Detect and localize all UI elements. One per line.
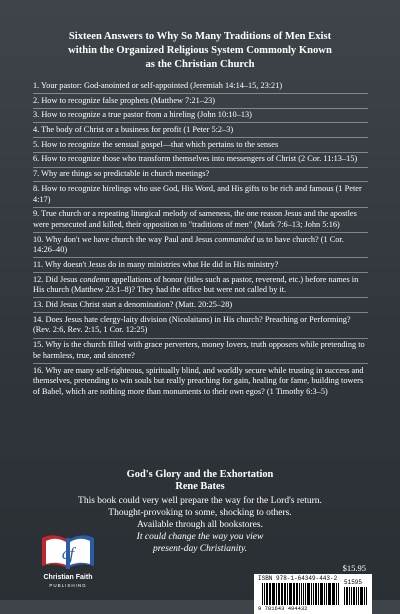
barcode-bar [351, 587, 352, 605]
barcode-bar [356, 587, 357, 605]
promo-line-1: This book could very well prepare the way for the Lord's return. [78, 496, 322, 506]
barcode-bar [278, 583, 280, 605]
answer-item [33, 154, 368, 167]
barcode-bar [328, 583, 331, 605]
barcode-bar [289, 583, 292, 605]
barcode-bar [338, 583, 339, 605]
divider [33, 108, 368, 109]
answer-item [33, 235, 368, 259]
barcode-bar [366, 587, 367, 605]
answer-item [33, 125, 368, 138]
barcode-bar [332, 583, 333, 605]
barcode-bar [303, 583, 304, 605]
barcode-bar [353, 587, 355, 605]
heading-line-3: as the Christian Church [145, 59, 255, 70]
divider [33, 232, 368, 233]
answer-text-cont: appellations of honor (titles such as pastor, reverend, etc.) before names in His church (Matthew 23:1–8)? They had the office but were not called by it. [33, 274, 359, 295]
answer-text: How to recognize a true pastor from a hireling (John 10:10–13) [41, 110, 252, 120]
barcode-addon-bars [344, 587, 368, 605]
answer-item [33, 169, 368, 182]
promo-line-2: Thought-provoking to some, shocking to others. [108, 508, 292, 518]
answer-text: Your pastor: God-anointed or self-appointed (Jeremiah 14:14–15, 23:21) [41, 81, 283, 90]
barcode-bar [305, 583, 307, 605]
book-title: God's Glory and the Exhortation [126, 469, 274, 480]
heading-line-1: Sixteen Answers to Why So Many Traditions of Men Exist [68, 31, 332, 42]
answer-item [33, 315, 368, 339]
answer-number: 5. [33, 139, 40, 149]
barcode-bar [293, 583, 294, 605]
answer-text: Why are things so predictable in church meetings? [41, 169, 210, 179]
divider [33, 93, 368, 94]
cover-heading [20, 30, 380, 72]
barcode-bar [281, 583, 282, 605]
promo-line-4: It could change the way you view [136, 532, 264, 542]
answer-item [33, 260, 368, 273]
barcode-bar [266, 583, 268, 605]
answer-emphasis: condemn [79, 274, 110, 284]
barcode-bar [299, 583, 300, 605]
barcode-bar [320, 583, 321, 605]
divider [33, 297, 368, 298]
barcode-bar [360, 587, 363, 605]
promo-line-3: Available through all bookstores. [137, 520, 263, 530]
barcode-bar [313, 583, 314, 605]
answer-item [33, 340, 368, 364]
answer-number: 15. [33, 340, 44, 350]
barcode-bar [315, 583, 317, 605]
answer-number: 1. [33, 81, 40, 90]
answer-number: 2. [33, 95, 40, 105]
answer-text: Why don't we have church the way Paul and Jesus [45, 234, 215, 244]
divider [33, 338, 368, 339]
divider [33, 272, 368, 273]
barcode-bar [296, 583, 298, 605]
answer-text: Does Jesus hate clergy-laity division (Nicolaitans) in His church? Preaching or Performing? (Rev. 2:6, Rev. 2:15, 1 Cor. 12:25) [33, 314, 351, 335]
barcode-bar [321, 583, 323, 605]
answer-emphasis: commanded [214, 234, 255, 244]
answer-text: Why are many self-righteous, spiritually blind, and worldly secure while trusting in success and themselves, pretending to win souls but really preaching for gain, healing for fame, building towers of Babel, which are nothing more than monuments to their own egos? (1 Timothy 6:3–5) [33, 365, 364, 396]
barcode-bar [318, 583, 319, 605]
publisher-name: Christian Faith [43, 574, 93, 581]
answer-number: 14. [33, 314, 44, 324]
answer-text: How to recognize those who transform themselves into messengers of Christ (2 Cor. 11:13–15) [41, 154, 358, 164]
answer-text: Why is the church filled with grace perverters, money lovers, truth opposers while pretending to be harmless, true, and sincere? [33, 340, 365, 360]
answer-text: Why doesn't Jesus do in many ministries what He did in His ministry? [45, 259, 279, 269]
isbn-text: ISBN 978-1-64349-443-2 [258, 575, 338, 582]
divider [33, 122, 368, 123]
publisher-logo-icon [28, 528, 108, 574]
barcode-addon-text: 51595 [344, 579, 363, 586]
divider [33, 207, 368, 208]
answer-number: 16. [33, 365, 44, 375]
publisher-sub: PUBLISHING [49, 583, 87, 588]
answer-number: 6. [33, 154, 40, 164]
answer-text: Did Jesus [45, 274, 80, 284]
answer-item [33, 140, 368, 153]
answer-text: Did Jesus Christ start a denomination? (Matt. 20:25–28) [45, 300, 233, 310]
divider [33, 152, 368, 153]
price-label: $15.95 [342, 563, 366, 573]
barcode-bar [264, 583, 265, 605]
barcode-bar [287, 583, 288, 605]
answer-text: True church or a repeating liturgical melody of sameness, the one reason Jesus and the apostles were persecuted and killed, their opposition to "traditions of men" (Mark 7:6–13; John 5:16) [33, 209, 357, 229]
answer-number: 9. [33, 209, 40, 219]
barcode-bar [346, 587, 348, 605]
heading-line-2: within the Organized Religious System Commonly Known [68, 45, 332, 56]
barcode-bar [336, 583, 337, 605]
barcode-bar [326, 583, 327, 605]
divider [33, 363, 368, 364]
barcode-bar [272, 583, 275, 605]
answer-item [33, 110, 368, 123]
barcode-bar [294, 583, 295, 605]
barcode-bar [269, 583, 270, 605]
barcode-bar [311, 583, 312, 605]
barcode-bar [307, 583, 310, 605]
logo-letters: cf [61, 544, 75, 563]
answer-text: How to recognize hirelings who use God, His Word, and His gifts to be rich and famous (1 Peter 4:17) [33, 183, 362, 204]
barcode-bar [349, 587, 350, 605]
isbn-barcode [254, 574, 372, 614]
divider [33, 137, 368, 138]
answer-number: 11. [33, 259, 44, 269]
barcode-bar [324, 583, 325, 605]
answer-number: 4. [33, 125, 40, 135]
answer-number: 3. [33, 110, 40, 120]
promo-line-5: present-day Christianity. [152, 544, 248, 554]
divider [33, 167, 368, 168]
answer-item [33, 366, 368, 398]
barcode-bar [262, 583, 263, 605]
divider [33, 257, 368, 258]
answer-number: 7. [33, 169, 40, 179]
publisher-logo [28, 528, 108, 592]
barcode-bar [282, 583, 283, 605]
answer-text: How to recognize false prophets (Matthew 7:21–23) [41, 95, 216, 105]
barcode-bar [276, 583, 277, 605]
answer-text-cont: us to have church? (1 Cor. 14:26–40) [33, 234, 344, 255]
answer-number: 12. [33, 274, 44, 284]
barcode-bar [284, 583, 286, 605]
answer-item [33, 96, 368, 109]
divider [33, 181, 368, 182]
answer-item [33, 300, 368, 313]
answer-item [33, 81, 368, 94]
answers-list [33, 81, 368, 399]
barcode-digits: 9 781643 494432 [258, 605, 308, 612]
answer-number: 10. [33, 234, 44, 244]
answer-number: 8. [33, 183, 40, 193]
barcode-bar [344, 587, 345, 605]
book-author: Rene Bates [175, 481, 225, 492]
answer-text: The body of Christ or a business for profit (1 Peter 5:2–3) [41, 125, 234, 135]
barcode-bar [364, 587, 365, 605]
answer-item [33, 184, 368, 208]
answer-item [33, 275, 368, 299]
answer-number: 13. [33, 300, 44, 310]
divider [33, 312, 368, 313]
barcode-bar [358, 587, 359, 605]
barcode-bar [301, 583, 302, 605]
barcode-bar [333, 583, 335, 605]
barcode-bar [270, 583, 271, 605]
answer-item [33, 209, 368, 233]
answer-text: How to recognize the sensual gospel—that which pertains to the senses [41, 139, 279, 149]
barcode-bars [262, 583, 340, 605]
